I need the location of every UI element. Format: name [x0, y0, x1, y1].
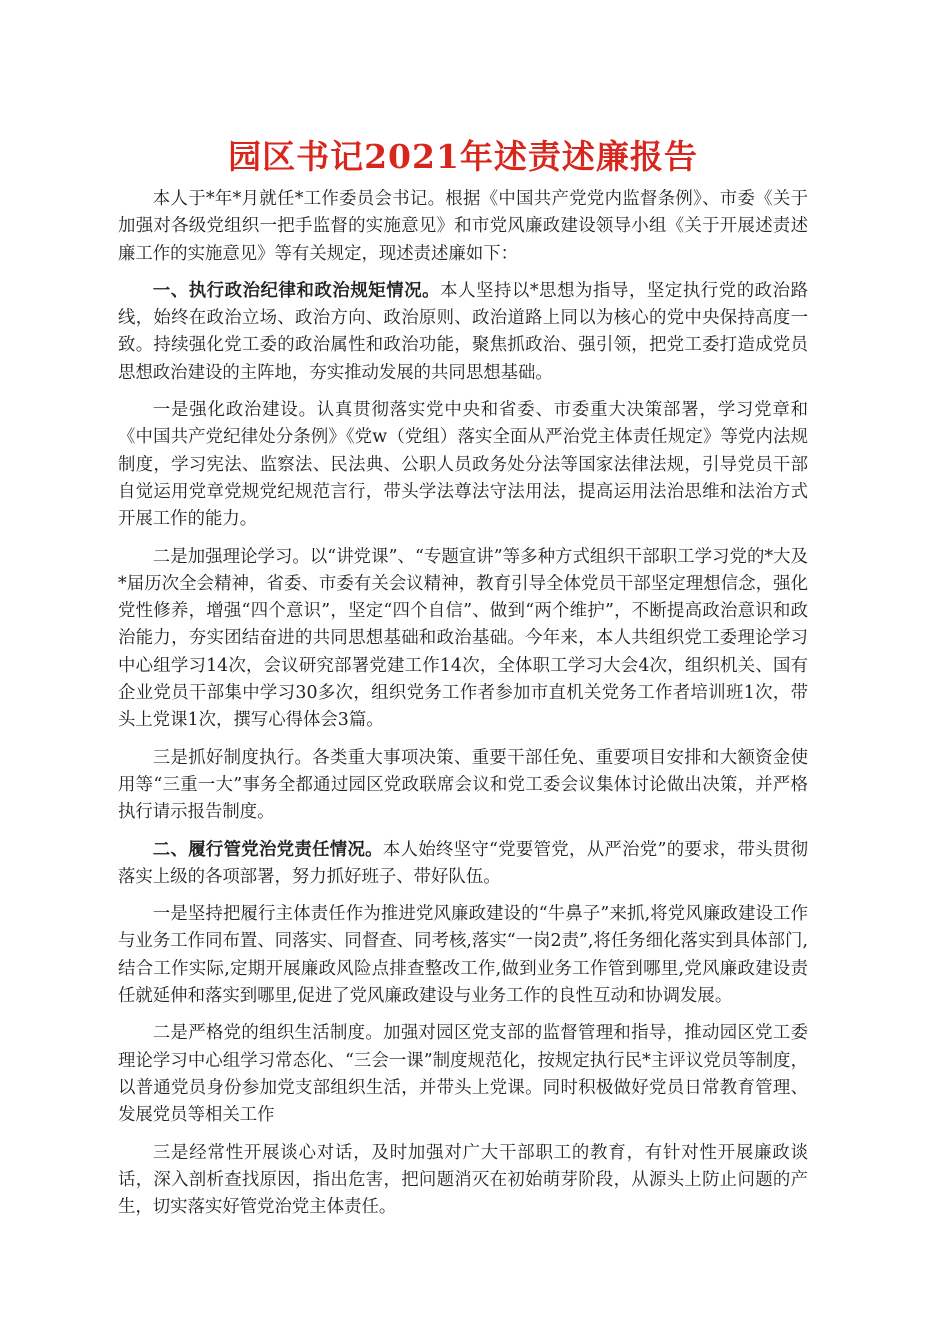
paragraph-text: 二是严格党的组织生活制度。加强对园区党支部的监督管理和指导，推动园区党工委理论学习中心组学习常态化、“三会一课”制度规范化，按规定执行民*主评议党员等制度，以普通党员身份参加党支部组织生活，并带头上党课。同时积极做好党员日常教育管理、发展党员等相关工作	[118, 1023, 808, 1126]
section-2-item-3	[118, 1140, 808, 1222]
paragraph-text: 三是经常性开展谈心对话，及时加强对广大干部职工的教育，有针对性开展廉政谈话，深入剖析查找原因，指出危害，把问题消灭在初始萌芽阶段，从源头上防止问题的产生，切实落实好管党治党主体责任。	[118, 1142, 808, 1218]
section-2-item-2	[118, 1020, 808, 1129]
section-1-item-2	[118, 544, 808, 735]
section-heading: 二、履行管党治党责任情况。	[152, 839, 383, 860]
paragraph-text: 本人于*年*月就任*工作委员会书记。根据《中国共产党党内监督条例》、市委《关于加强对各级党组织一把手监督的实施意见》和市党风廉政建设领导小组《关于开展述责述廉工作的实施意见》等有关规定，现述责述廉如下：	[118, 189, 808, 264]
paragraph-text: 一是坚持把履行主体责任作为推进党风廉政建设的“牛鼻子”来抓,将党风廉政建设工作与业务工作同布置、同落实、同督查、同考核,落实“一岗2责”,将任务细化落实到具体部门,结合工作实际,定期开展廉政风险点排查整改工作,做到业务工作管到哪里,党风廉政建设责任就延伸和落实到哪里,促进了党风廉政建设与业务工作的良性互动和协调发展。	[118, 904, 808, 1007]
section-1-paragraph	[118, 278, 808, 387]
section-heading: 一、执行政治纪律和政治规矩情况。	[152, 280, 441, 301]
section-1-item-1	[118, 397, 808, 533]
paragraph-text: 本人坚持以*思想为指导，坚定执行党的政治路线，始终在政治立场、政治方向、政治原则、政治道路上同以为核心的党中央保持高度一致。持续强化党工委的政治属性和政治功能，聚焦抓政治、强引领，把党工委打造成党员思想政治建设的主阵地，夯实推动发展的共同思想基础。	[118, 280, 808, 383]
section-1-item-3	[118, 745, 808, 827]
document-page	[118, 132, 808, 1231]
paragraph-text: 三是抓好制度执行。各类重大事项决策、重要干部任免、重要项目安排和大额资金使用等“三重一大”事务全都通过园区党政联席会议和党工委会议集体讨论做出决策，并严格执行请示报告制度。	[118, 747, 808, 823]
intro-paragraph	[118, 186, 808, 268]
paragraph-text: 一是强化政治建设。认真贯彻落实党中央和省委、市委重大决策部署，学习党章和《中国共产党纪律处分条例》《党w（党组）落实全面从严治党主体责任规定》等党内法规制度，学习宪法、监察法、民法典、公职人员政务处分法等国家法律法规，引导党员干部自觉运用党章党规党纪规范言行，带头学法尊法守法用法，提高运用法治思维和法治方式开展工作的能力。	[118, 400, 808, 530]
document-title: 园区书记2021年述责述廉报告	[228, 137, 698, 176]
section-2-paragraph	[118, 837, 808, 892]
paragraph-text: 本人始终坚守“党要管党，从严治党”的要求，带头贯彻落实上级的各项部署，努力抓好班子、带好队伍。	[118, 839, 808, 887]
section-2-item-1	[118, 901, 808, 1010]
paragraph-text: 二是加强理论学习。以“讲党课”、“专题宣讲”等多种方式组织干部职工学习党的*大及*届历次全会精神，省委、市委有关会议精神，教育引导全体党员干部坚定理想信念，强化党性修养，增强“四个意识”，坚定“四个自信”、做到“两个维护”，不断提高政治意识和政治能力，夯实团结奋进的共同思想基础和政治基础。今年来，本人共组织党工委理论学习中心组学习14次，会议研究部署党建工作14次，全体职工学习大会4次，组织机关、国有企业党员干部集中学习30多次，组织党务工作者参加市直机关党务工作者培训班1次，带头上党课1次，撰写心得体会3篇。	[118, 546, 808, 731]
